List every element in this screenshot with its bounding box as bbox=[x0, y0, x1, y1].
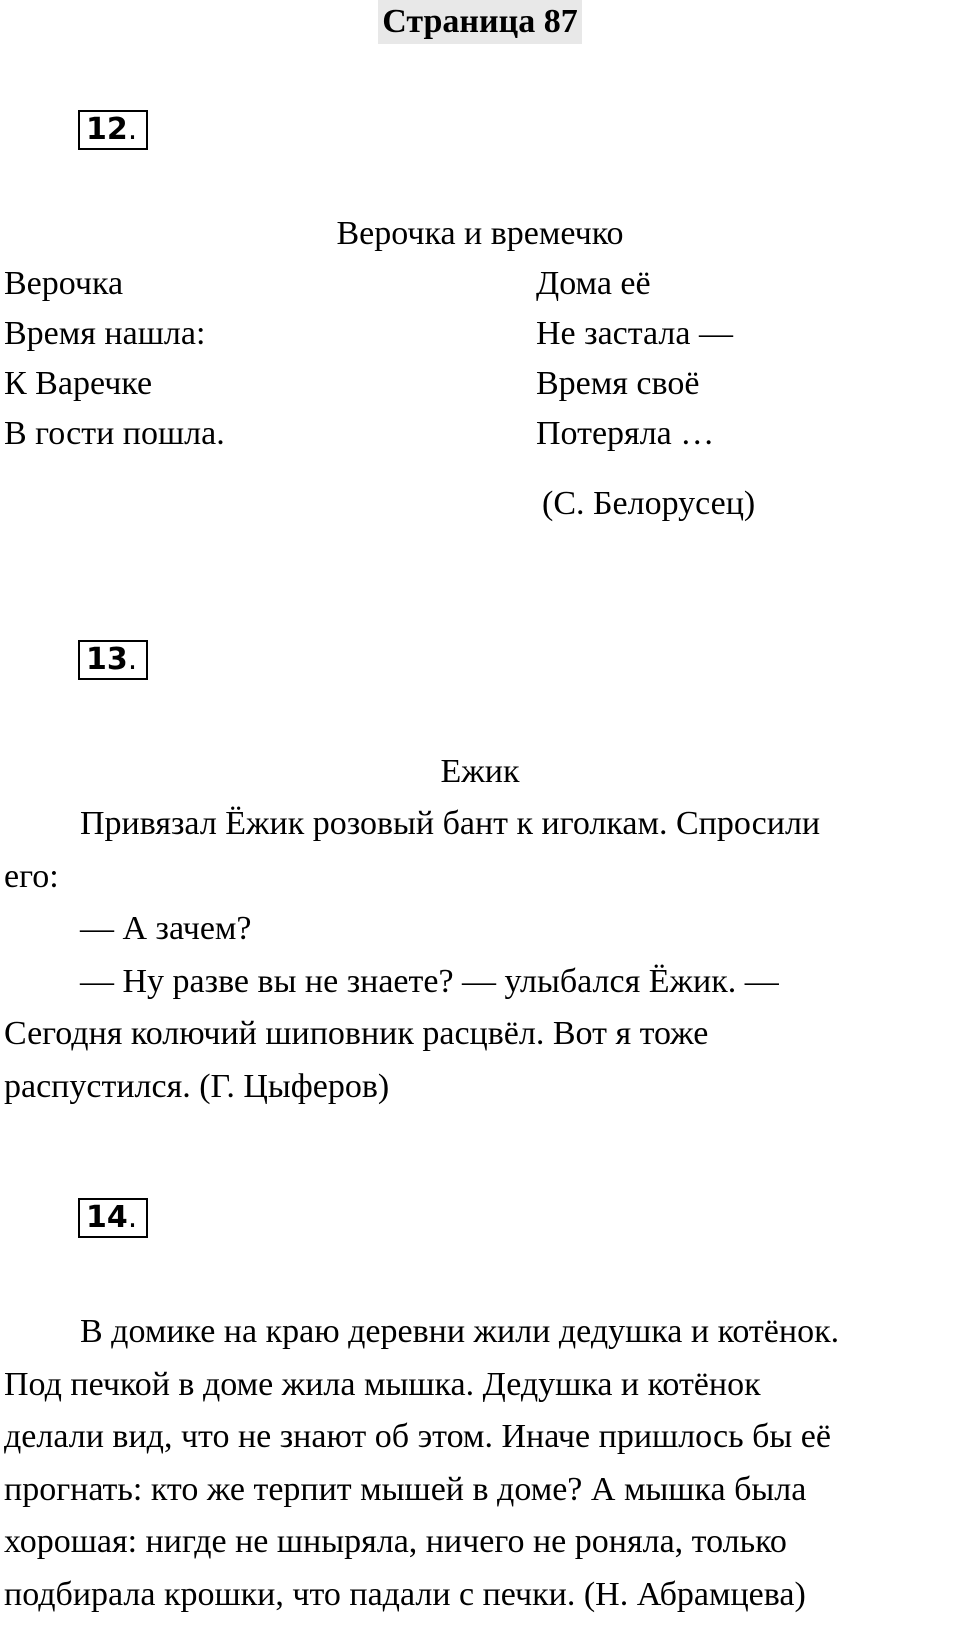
task-number-dot: . bbox=[127, 1200, 138, 1235]
text-line: В домике на краю деревни жили дедушка и котёнок. bbox=[80, 1313, 840, 1350]
text-line: Под печкой в доме жила мышка. Дедушка и котёнок bbox=[4, 1365, 761, 1403]
text-line: Привязал Ёжик розовый бант к иголкам. Спросили bbox=[80, 805, 821, 842]
text-line: — А зачем? bbox=[80, 910, 252, 947]
task-number-dot: . bbox=[127, 642, 138, 677]
story-text bbox=[4, 1306, 959, 1621]
poem-line-right: Дома её bbox=[536, 265, 651, 302]
task-number: 14 bbox=[86, 1200, 128, 1235]
text-line: его: bbox=[4, 857, 59, 895]
text-line: — Ну разве вы не знаете? — улыбался Ёжик. — bbox=[80, 962, 779, 1000]
poem-line-right: Потеряла … bbox=[536, 415, 715, 452]
text-line: распустился. (Г. Цыферов) bbox=[4, 1067, 390, 1105]
poem-line-left: В гости пошла. bbox=[4, 415, 225, 452]
task-number-14 bbox=[78, 1198, 148, 1238]
text-line: подбирала крошки, что падали с печки. (Н. Абрамцева) bbox=[4, 1575, 806, 1613]
poem-author: (С. Белорусец) bbox=[542, 485, 756, 522]
text-line: Сегодня колючий шиповник расцвёл. Вот я тоже bbox=[4, 1015, 709, 1052]
poem-line-left: Время нашла: bbox=[4, 315, 206, 352]
story-text bbox=[4, 798, 959, 1113]
page-header bbox=[0, 0, 960, 54]
task-number: 12 bbox=[86, 112, 128, 147]
text-line: хорошая: нигде не шныряла, ничего не роняла, только bbox=[4, 1523, 787, 1560]
poem-line-left: Верочка bbox=[4, 265, 124, 302]
poem-line-left: К Варечке bbox=[4, 365, 153, 402]
text-line: делали вид, что не знают об этом. Иначе пришлось бы её bbox=[4, 1418, 831, 1455]
poem-title: Верочка и времечко bbox=[336, 215, 624, 252]
task-number-13 bbox=[78, 640, 148, 680]
poem-line-right: Время своё bbox=[536, 365, 700, 402]
task-number-12 bbox=[78, 110, 148, 150]
task-number-dot: . bbox=[127, 112, 138, 147]
text-line: прогнать: кто же терпит мышей в доме? А мышка была bbox=[4, 1470, 807, 1508]
poem-line-right: Не застала — bbox=[536, 315, 733, 352]
page-title: Страница 87 bbox=[378, 0, 581, 44]
story-title: Ежик bbox=[440, 753, 520, 790]
task-number: 13 bbox=[86, 642, 128, 677]
